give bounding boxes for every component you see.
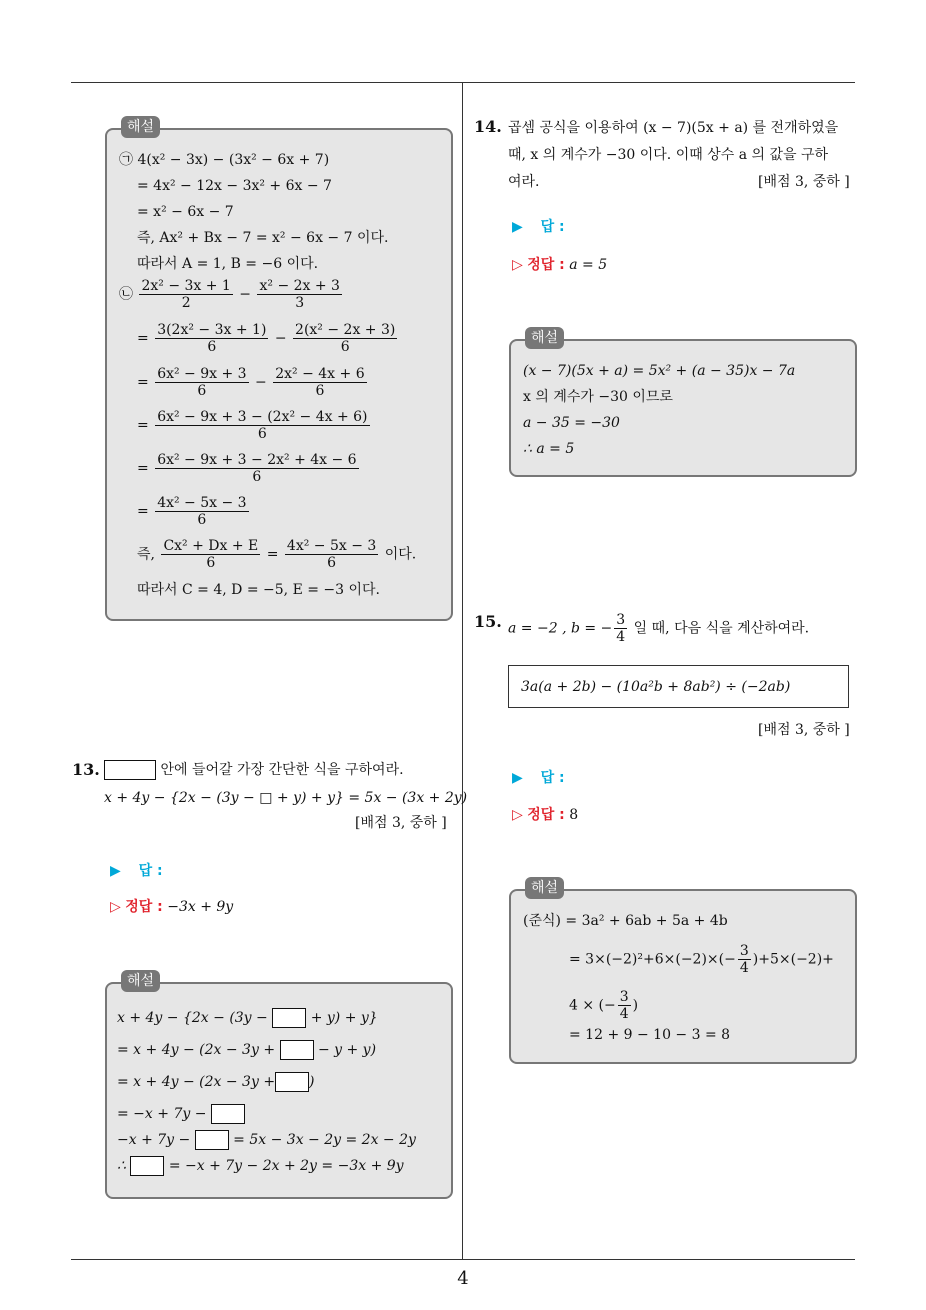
fraction: $\frac{\text{2(x² − 2x + 3)}}{6}$ xyxy=(295,322,396,355)
sol-line: x 의 계수가 −30 이므로 xyxy=(523,389,673,405)
sol-line: 즉, Ax² + Bx − 7 = x² − 6x − 7 이다. xyxy=(137,230,389,246)
question-text: a = −2 , b = − $\frac{3}{4}$ 일 때, 다음 식을 계산하여라. xyxy=(508,612,810,645)
blank-box xyxy=(195,1130,229,1150)
play-icon: ▶ xyxy=(512,219,523,235)
sol-line: ∴ a = 5 xyxy=(523,441,575,457)
sol-fraction-line: 즉, $\frac{\text{Cx² + Dx + E}}{6}$ = $\frac{\text{4x² − 5x − 3}}{6}$ 이다. xyxy=(137,538,417,571)
triangle-icon: ▷ xyxy=(110,899,121,915)
column-divider xyxy=(462,83,463,1259)
blank-box xyxy=(275,1072,309,1092)
fraction: $\frac{3}{4}$ xyxy=(619,989,629,1022)
score: [배점 3, 중하 ] xyxy=(758,722,850,738)
page-number: 4 xyxy=(457,1268,469,1289)
circle-label: ㉡ xyxy=(119,286,133,303)
sol-line: 4 × (− $\frac{3}{4}$ ) xyxy=(569,989,639,1022)
fraction: $\frac{3}{4}$ xyxy=(616,612,626,645)
sol-fraction-line: = $\frac{\text{6x² − 9x + 3 − (2x² − 4x + 6)}}{6}$ xyxy=(137,409,368,442)
solution-box-15 xyxy=(509,880,857,1064)
sol-line: ㉠ 4(x² − 3x) − (3x² − 6x + 7) xyxy=(119,152,330,168)
correct-answer-row: ▷ 정답 : a = 5 xyxy=(512,257,608,273)
bottom-rule xyxy=(71,1259,855,1260)
fraction: $\frac{\text{x² − 2x + 3}}{3}$ xyxy=(259,278,340,311)
correct-answer-row: ▷ 정답 : −3x + 9y xyxy=(110,899,234,915)
sol-line: 따라서 A = 1, B = −6 이다. xyxy=(137,256,319,272)
answer-row: ▶ 답 : xyxy=(512,219,565,235)
sol-line: = x² − 6x − 7 xyxy=(137,204,234,220)
fraction: $\frac{3}{4}$ xyxy=(739,943,749,976)
sol-line: (준식) = 3a² + 6ab + 5a + 4b xyxy=(523,913,728,929)
question-equation: x + 4y − {2x − (3y − □ + y) + y} = 5x − (3x + 2y) xyxy=(104,790,468,806)
fraction: $\frac{\text{Cx² + Dx + E}}{6}$ xyxy=(163,538,259,571)
solution-box-12 xyxy=(105,119,453,621)
correct-answer-row: ▷ 정답 : 8 xyxy=(512,807,579,823)
sol-line: 따라서 C = 4, D = −5, E = −3 이다. xyxy=(137,582,381,598)
sol-line: = x + 4y − (2x − 3y + ) xyxy=(117,1074,315,1090)
blank-box xyxy=(104,760,156,780)
expression-box: 3a(a + 2b) − (10a²b + 8ab²) ÷ (−2ab) xyxy=(508,665,849,708)
fraction: $\frac{\text{2x² − 3x + 1}}{2}$ xyxy=(141,278,231,311)
blank-box xyxy=(280,1040,314,1060)
triangle-icon: ▷ xyxy=(512,257,523,273)
sol-fraction-line: ㉡ $\frac{\text{2x² − 3x + 1}}{2}$ − $\frac{\text{x² − 2x + 3}}{3}$ xyxy=(119,278,340,311)
sol-line: = −x + 7y − xyxy=(117,1104,245,1124)
sol-line: = 12 + 9 − 10 − 3 = 8 xyxy=(569,1027,731,1043)
play-icon: ▶ xyxy=(512,770,523,786)
question-text: 안에 들어갈 가장 간단한 식을 구하여라. xyxy=(104,760,404,780)
sol-fraction-line: = $\frac{\text{6x² − 9x + 3}}{6}$ − $\frac{\text{2x² − 4x + 6}}{6}$ xyxy=(137,366,365,399)
answer-row: ▶ 답 : xyxy=(512,770,565,786)
sol-line: x + 4y − {2x − (3y − + y) + y} xyxy=(117,1010,378,1026)
blank-box xyxy=(130,1156,164,1176)
solution-tag: 해설 xyxy=(121,116,160,138)
question-number: 14. xyxy=(474,117,502,136)
sol-line: −x + 7y − = 5x − 3x − 2y = 2x − 2y xyxy=(117,1132,416,1148)
question-number: 15. xyxy=(474,612,502,631)
fraction: $\frac{\text{6x² − 9x + 3 − (2x² − 4x + 6)}}{6}$ xyxy=(157,409,368,442)
question-text: 여라. xyxy=(508,174,540,190)
triangle-icon: ▷ xyxy=(512,807,523,823)
sol-fraction-line: = $\frac{\text{6x² − 9x + 3 − 2x² + 4x − 6}}{6}$ xyxy=(137,452,357,485)
play-icon: ▶ xyxy=(110,863,121,879)
score: [배점 3, 중하 ] xyxy=(355,815,447,831)
sol-line: a − 35 = −30 xyxy=(523,415,620,431)
sol-fraction-line: = $\frac{\text{3(2x² − 3x + 1)}}{6}$ − $\frac{\text{2(x² − 2x + 3)}}{6}$ xyxy=(137,322,396,355)
solution-box-14 xyxy=(509,330,857,477)
blank-box xyxy=(211,1104,245,1124)
solution-tag: 해설 xyxy=(525,327,564,349)
blank-box xyxy=(272,1008,306,1028)
solution-tag: 해설 xyxy=(525,877,564,899)
fraction: $\frac{\text{6x² − 9x + 3 − 2x² + 4x − 6}}{6}$ xyxy=(157,452,357,485)
question-number: 13. xyxy=(72,760,100,779)
question-text: 때, x 의 계수가 −30 이다. 이때 상수 a 의 값을 구하 xyxy=(508,147,829,163)
fraction: $\frac{\text{4x² − 5x − 3}}{6}$ xyxy=(286,538,377,571)
solution-box-13 xyxy=(105,973,453,1199)
fraction: $\frac{\text{4x² − 5x − 3}}{6}$ xyxy=(157,495,247,528)
fraction: $\frac{\text{3(2x² − 3x + 1)}}{6}$ xyxy=(157,322,267,355)
sol-line: = 4x² − 12x − 3x² + 6x − 7 xyxy=(137,178,332,194)
fraction: $\frac{\text{6x² − 9x + 3}}{6}$ xyxy=(157,366,247,399)
sol-line: (x − 7)(5x + a) = 5x² + (a − 35)x − 7a xyxy=(523,363,796,379)
question-text: 곱셈 공식을 이용하여 (x − 7)(5x + a) 를 전개하였을 xyxy=(508,120,839,136)
sol-line: = 3×(−2)²+6×(−2)×(− $\frac{3}{4}$ )+5×(−2)+ xyxy=(569,943,834,976)
score: [배점 3, 중하 ] xyxy=(758,174,850,190)
solution-tag: 해설 xyxy=(121,970,160,992)
sol-line: ∴ = −x + 7y − 2x + 2y = −3x + 9y xyxy=(117,1158,404,1174)
sol-fraction-line: = $\frac{\text{4x² − 5x − 3}}{6}$ xyxy=(137,495,247,528)
top-rule xyxy=(71,82,855,83)
fraction: $\frac{\text{2x² − 4x + 6}}{6}$ xyxy=(275,366,365,399)
sol-line: = x + 4y − (2x − 3y + − y + y) xyxy=(117,1042,377,1058)
answer-row: ▶ 답 : xyxy=(110,863,163,879)
